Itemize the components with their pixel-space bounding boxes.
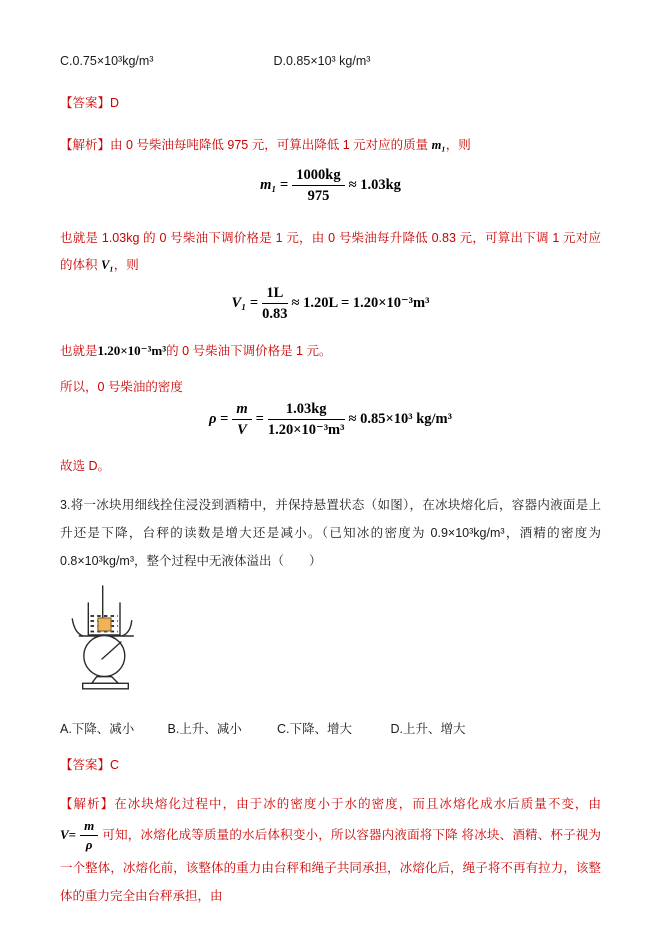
analysis-text-end: 可知，冰熔化成等质量的水后体积变小，所以容器内液面将下降 将冰块、酒精、杯子视为一个整体，冰熔化前，该整体的重力由台秤和绳子共同承担，冰熔化后，绳子将不再有拉力，该整体的重力完全由台秤承担，由 [60,828,601,903]
formula-mid-value: 1.20L [303,294,338,311]
q2-volume-price-paragraph [60,337,601,365]
answer-value: C [110,758,120,772]
paragraph-text: 所以，0 号柴油的密度 [60,380,183,394]
fraction-denominator: ρ [85,837,93,853]
conclusion-text: 故选 D。 [60,459,111,473]
question-text: 3.将一冰块用细线拴住浸没到酒精中，并保持悬置状态（如图），在冰块熔化后，容器内液面是上升还是下降，台秤的读数是增大还是减小。（已知冰的密度为 0.9×10³kg/m³，酒精的密度为 0.8×10³kg/m³，整个过程中无液体溢出（ ） [60,498,601,568]
fraction-denominator: 1.20×10⁻³m³ [267,422,345,439]
q3-question-text [60,491,601,575]
equals-sign: = [280,176,289,193]
q2-density-intro [60,374,601,401]
paragraph-text-end: 的 0 号柴油下调价格是 1 元。 [166,344,332,358]
equals-sign: = [341,294,350,311]
fraction [292,166,344,205]
answer-value: D [110,96,120,110]
q3-options-row [60,716,601,743]
volume-variable: V₁ [100,258,114,272]
formula-m1 [60,166,601,205]
fraction-denominator: 0.83 [262,306,288,323]
q2-volume-paragraph [60,225,601,279]
mass-variable: m₁ [431,138,446,152]
fraction-numerator: m [232,400,251,420]
fraction-numerator: m [80,818,98,836]
equals-sign: = [255,410,264,427]
q3-option-b: B.上升、减小 [167,722,242,736]
fraction [232,400,251,439]
approx-sign: ≈ [291,294,300,311]
q2-options-row [60,48,601,75]
q2-answer-line [60,90,601,117]
scale-pan-right-arm [122,621,132,636]
q3-analysis-paragraph [60,790,601,910]
ice-cube [98,618,111,631]
fraction-denominator: V [237,422,247,439]
q3-option-c: C.下降、增大 [276,722,352,736]
q2-analysis-line [60,132,601,159]
approx-sign: ≈ [348,410,357,427]
fraction-numerator: 1L [262,284,287,304]
equals-sign: = [68,827,77,843]
q3-option-d: D.上升、增大 [390,722,466,736]
scale-diagram [62,584,148,692]
scale-pan-left-arm [72,619,83,636]
analysis-text: 由 0 号柴油每吨降低 975 元，可算出降低 1 元对应的质量 [110,138,432,152]
paragraph-text: 也就是 [60,344,98,358]
analysis-label: 【解析】 [60,797,115,811]
paragraph-text: 也就是 1.03kg 的 0 号柴油下调价格是 1 元，由 0 号柴油每升降低 0.83 元，可算出下调 1 元对应的体积 [60,231,601,272]
density-symbol: ρ [209,410,217,427]
formula-result: 1.03kg [360,176,401,193]
answer-label: 【答案】 [60,96,111,110]
fraction [262,284,287,323]
q3-answer-line [60,752,601,779]
formula-lhs: V₁ [231,294,247,311]
analysis-text: 在冰块熔化过程中，由于冰的密度小于水的密度，而且冰熔化成水后质量不变，由 [114,797,601,811]
equals-sign: = [220,410,229,427]
formula-v1 [60,284,601,323]
formula-lhs: V [60,827,69,843]
analysis-text-end: ，则 [445,138,471,152]
formula-result: 1.20×10⁻³m³ [352,294,430,311]
paragraph-text-end: ，则 [113,258,139,272]
approx-sign: ≈ [348,176,357,193]
q2-conclusion [60,453,601,480]
fraction-numerator: 1.03kg [268,400,345,420]
inline-formula-v-m-rho [60,818,102,853]
volume-value: 1.20×10⁻³m³ [97,343,167,358]
q3-option-a: A.下降、减小 [60,722,135,736]
formula-rho [60,400,601,439]
formula-result: 0.85×10³ kg/m³ [360,410,452,427]
fraction [80,818,98,854]
scale-pedestal [92,677,119,684]
q2-option-d: D.0.85×10³ kg/m³ [273,54,371,68]
fraction-denominator: 975 [307,188,330,205]
fraction-numerator: 1000kg [292,166,344,186]
formula-lhs: m₁ [260,176,277,193]
scale-base [83,683,129,689]
analysis-label: 【解析】 [60,138,111,152]
answer-label: 【答案】 [60,758,111,772]
equals-sign: = [249,294,259,311]
scale-dial [84,636,125,677]
fraction [268,400,345,439]
q2-option-c: C.0.75×10³kg/m³ [60,54,154,68]
